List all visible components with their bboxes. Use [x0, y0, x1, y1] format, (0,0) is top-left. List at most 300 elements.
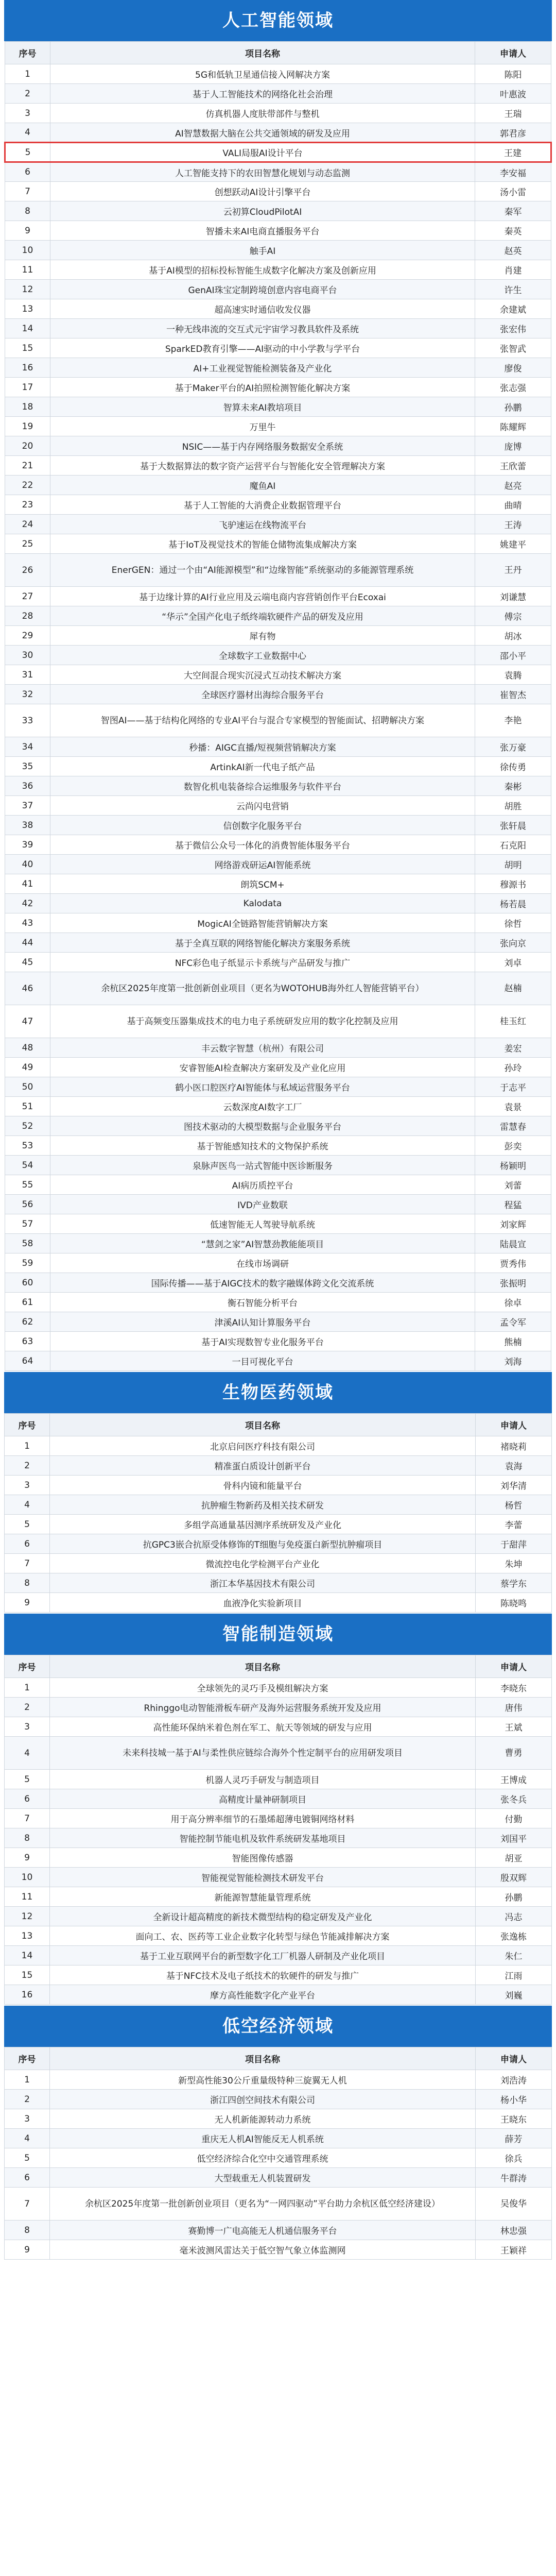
cell-no: 56 — [5, 1195, 50, 1214]
cell-applicant: 孟令军 — [475, 1312, 551, 1332]
cell-applicant: 李蕾 — [476, 1515, 552, 1534]
table-row — [5, 378, 551, 397]
section-low-altitude — [4, 2006, 552, 2260]
cell-no: 61 — [5, 1293, 50, 1312]
cell-project-name: 高性能环保纳米着色剂在军工、航天等领域的研发与应用 — [50, 1717, 476, 1737]
cell-no: 34 — [5, 737, 50, 757]
cell-no: 13 — [5, 1926, 50, 1946]
cell-project-name: AI+工业视觉智能检测装备及产业化 — [50, 358, 475, 378]
cell-project-name: 图技术驱动的大模型数据与企业服务平台 — [50, 1116, 475, 1136]
cell-project-name: 全新设计超高精度的新技术微型结构的稳定研发及产业化 — [50, 1907, 476, 1926]
table-row — [5, 397, 551, 417]
cell-applicant: 袁景 — [475, 1097, 551, 1116]
cell-no: 49 — [5, 1058, 50, 1077]
cell-applicant: 胡亚 — [476, 1848, 552, 1868]
table-row — [5, 1737, 552, 1770]
cell-applicant: 程猛 — [475, 1195, 551, 1214]
cell-no: 2 — [5, 84, 50, 104]
cell-no: 11 — [5, 260, 50, 280]
cell-no: 9 — [5, 1848, 50, 1868]
cell-project-name: 低空经济综合化空中交通管理系统 — [50, 2148, 476, 2168]
cell-no: 5 — [5, 2148, 50, 2168]
cell-no: 40 — [5, 855, 50, 874]
cell-applicant: 张宏伟 — [475, 319, 551, 338]
cell-applicant: 邵小平 — [475, 646, 551, 665]
cell-project-name: 触手AI — [50, 241, 475, 260]
table-row — [5, 757, 551, 776]
table-row — [5, 1456, 552, 1476]
cell-applicant: 汤小雷 — [475, 182, 551, 201]
cell-project-name: Rhinggo电动智能滑板车研产及海外运营服务系统开发及应用 — [50, 1698, 476, 1717]
cell-applicant: 胡冰 — [475, 626, 551, 646]
cell-applicant: 李晓东 — [476, 1678, 552, 1698]
cell-project-name: 精准蛋白质设计创新平台 — [50, 1456, 476, 1476]
cell-applicant: 薛芳 — [476, 2129, 552, 2148]
cell-project-name: 新能源智慧能量管理系统 — [50, 1887, 476, 1907]
cell-applicant: 张向京 — [475, 933, 551, 953]
cell-no: 4 — [5, 1737, 50, 1770]
cell-no: 3 — [5, 2109, 50, 2129]
table-row — [5, 1926, 552, 1946]
cell-project-name: 智能图像传感器 — [50, 1848, 476, 1868]
cell-project-name: 基于AI实现数智专业化服务平台 — [50, 1332, 475, 1351]
table-row — [5, 1476, 552, 1495]
table-row — [5, 1868, 552, 1887]
table-row — [5, 1515, 552, 1534]
cell-no: 57 — [5, 1214, 50, 1234]
cell-project-name: 创想跃动AI设计引擎平台 — [50, 182, 475, 201]
cell-applicant: 王晓东 — [476, 2109, 552, 2129]
cell-no: 42 — [5, 894, 50, 913]
cell-applicant: 刘巍 — [476, 1985, 552, 2005]
table-row — [5, 260, 551, 280]
table-row — [5, 1436, 552, 1456]
cell-project-name: AI智慧数据大脑在公共交通领域的研发及应用 — [50, 123, 475, 143]
table-row — [5, 894, 551, 913]
cell-project-name: 大空间混合现实沉浸式互动技术解决方案 — [50, 665, 475, 685]
table-row — [5, 1005, 551, 1038]
table-row — [5, 299, 551, 319]
cell-applicant: 冯志 — [476, 1907, 552, 1926]
cell-no: 43 — [5, 913, 50, 933]
cell-applicant: 刘华清 — [476, 1476, 552, 1495]
table-row — [5, 1116, 551, 1136]
cell-no: 51 — [5, 1097, 50, 1116]
cell-no: 2 — [5, 2090, 50, 2109]
table-row — [5, 1234, 551, 1253]
cell-project-name: 低速智能无人驾驶导航系统 — [50, 1214, 475, 1234]
cell-applicant: 刘家辉 — [475, 1214, 551, 1234]
cell-applicant: 贾秀伟 — [475, 1253, 551, 1273]
cell-applicant: 王建 — [475, 143, 551, 162]
cell-project-name: 大型载重无人机装置研发 — [50, 2168, 476, 2188]
cell-project-name: 赛勤博一广电高能无人机通信服务平台 — [50, 2221, 476, 2240]
cell-applicant: 袁腾 — [475, 665, 551, 685]
cell-applicant: 张逸栋 — [476, 1926, 552, 1946]
cell-applicant: 秦彬 — [475, 776, 551, 796]
cell-applicant: 庞博 — [475, 436, 551, 456]
cell-project-name: 智能控制节能电机及软件系统研发基地项目 — [50, 1828, 476, 1848]
table-row — [5, 534, 551, 554]
column-header-name: 项目名称 — [50, 1414, 476, 1436]
cell-project-name: 浙江本华基因技术有限公司 — [50, 1573, 476, 1593]
table-row — [5, 796, 551, 816]
cell-project-name: 全球医疗器材出海综合服务平台 — [50, 685, 475, 704]
table-row — [5, 835, 551, 855]
cell-project-name: 重庆无人机AI智能反无人机系统 — [50, 2129, 476, 2148]
cell-project-name: 智图AI——基于结构化网络的专业AI平台与混合专家模型的智能面试、招聘解决方案 — [50, 704, 475, 737]
column-header-applicant: 申请人 — [476, 1414, 552, 1436]
cell-applicant: 于甜萍 — [476, 1534, 552, 1554]
cell-project-name: 基于Maker平台的AI拍照检测智能化解决方案 — [50, 378, 475, 397]
cell-applicant: 郭君彦 — [475, 123, 551, 143]
cell-applicant: 姚建平 — [475, 534, 551, 554]
cell-applicant: 唐伟 — [476, 1698, 552, 1717]
table-row — [5, 972, 551, 1005]
cell-applicant: 王丹 — [475, 554, 551, 587]
cell-project-name: 新型高性能30公斤重量级特种三旋翼无人机 — [50, 2070, 476, 2090]
column-header-no: 序号 — [5, 1655, 50, 1678]
cell-applicant: 石克阳 — [475, 835, 551, 855]
cell-project-name: 5G和低轨卫星通信接入网解决方案 — [50, 64, 475, 84]
cell-project-name: 云数深度AI数字工厂 — [50, 1097, 475, 1116]
section-biomed — [4, 1372, 552, 1613]
cell-project-name: 基于NFC技术及电子纸技术的软硬件的研发与推广 — [50, 1965, 476, 1985]
cell-applicant: 秦军 — [475, 201, 551, 221]
cell-project-name: 仿真机器人度肤带部件与整机 — [50, 104, 475, 123]
column-header-no: 序号 — [5, 2047, 50, 2070]
cell-no: 27 — [5, 587, 50, 606]
cell-applicant: 张万豪 — [475, 737, 551, 757]
cell-applicant: 林忠强 — [476, 2221, 552, 2240]
project-table — [4, 41, 552, 1371]
cell-applicant: 余建斌 — [475, 299, 551, 319]
cell-no: 16 — [5, 1985, 50, 2005]
cell-project-name: 高精度计量神研制项目 — [50, 1789, 476, 1809]
table-row — [5, 665, 551, 685]
table-row — [5, 1312, 551, 1332]
cell-no: 9 — [5, 2240, 50, 2260]
cell-no: 10 — [5, 1868, 50, 1887]
column-header-applicant: 申请人 — [475, 42, 551, 64]
cell-no: 35 — [5, 757, 50, 776]
cell-project-name: 骨科内镜和能量平台 — [50, 1476, 476, 1495]
table-row — [5, 953, 551, 972]
table-row — [5, 104, 551, 123]
table-row — [5, 495, 551, 515]
table-row — [5, 587, 551, 606]
cell-no: 1 — [5, 1678, 50, 1698]
cell-no: 41 — [5, 874, 50, 894]
table-row — [5, 626, 551, 646]
section-ai — [4, 0, 552, 1371]
cell-applicant: 李安福 — [475, 162, 551, 182]
table-row — [5, 704, 551, 737]
cell-applicant: 付勤 — [476, 1809, 552, 1828]
cell-no: 20 — [5, 436, 50, 456]
table-row — [5, 933, 551, 953]
cell-applicant: 朱坤 — [476, 1554, 552, 1573]
section-title: 人工智能领域 — [4, 0, 552, 41]
cell-applicant: 崔智杰 — [475, 685, 551, 704]
cell-applicant: 曲晴 — [475, 495, 551, 515]
cell-no: 7 — [5, 1809, 50, 1828]
cell-no: 9 — [5, 1593, 50, 1613]
table-row — [5, 1985, 552, 2005]
cell-no: 60 — [5, 1273, 50, 1293]
cell-project-name: 津溪AI认知计算服务平台 — [50, 1312, 475, 1332]
cell-applicant: 袁海 — [476, 1456, 552, 1476]
cell-no: 3 — [5, 104, 50, 123]
cell-project-name: 飞驴速运在线物流平台 — [50, 515, 475, 534]
cell-applicant: 杨小华 — [476, 2090, 552, 2109]
cell-applicant: 赵亮 — [475, 476, 551, 495]
cell-no: 14 — [5, 1946, 50, 1965]
cell-no: 1 — [5, 64, 50, 84]
cell-no: 46 — [5, 972, 50, 1005]
cell-project-name: 浙江四创空间技术有限公司 — [50, 2090, 476, 2109]
cell-project-name: 数智化机电装备综合运维服务与软件平台 — [50, 776, 475, 796]
section-title: 智能制造领域 — [4, 1614, 552, 1655]
cell-no: 50 — [5, 1077, 50, 1097]
cell-applicant: 陈耀辉 — [475, 417, 551, 436]
cell-project-name: 基于高频变压器集成技术的电力电子系统研发应用的数字化控制及应用 — [50, 1005, 475, 1038]
table-row — [5, 1593, 552, 1613]
cell-no: 15 — [5, 338, 50, 358]
cell-project-name: AI病历质控平台 — [50, 1175, 475, 1195]
table-row — [5, 319, 551, 338]
cell-no: 7 — [5, 2188, 50, 2221]
cell-applicant: 胡明 — [475, 855, 551, 874]
cell-no: 62 — [5, 1312, 50, 1332]
cell-no: 14 — [5, 319, 50, 338]
table-row — [5, 417, 551, 436]
cell-no: 5 — [5, 1515, 50, 1534]
cell-project-name: 一种无线串流的交互式元宇宙学习教具软件及系统 — [50, 319, 475, 338]
cell-applicant: 刘卓 — [475, 953, 551, 972]
cell-project-name: NFC彩色电子纸显示卡系统与产品研发与推广 — [50, 953, 475, 972]
table-row — [5, 2221, 552, 2240]
table-row — [5, 64, 551, 84]
cell-no: 23 — [5, 495, 50, 515]
cell-applicant: 徐传勇 — [475, 757, 551, 776]
cell-no: 9 — [5, 221, 50, 241]
cell-applicant: 赵楠 — [475, 972, 551, 1005]
cell-no: 15 — [5, 1965, 50, 1985]
table-row — [5, 515, 551, 534]
table-row — [5, 554, 551, 587]
table-row — [5, 1965, 552, 1985]
cell-applicant: 傅宗 — [475, 606, 551, 626]
table-row — [5, 2070, 552, 2090]
cell-no: 28 — [5, 606, 50, 626]
cell-project-name: 丰云数字智慧（杭州）有限公司 — [50, 1038, 475, 1058]
cell-project-name: 血液净化实验新项目 — [50, 1593, 476, 1613]
table-row — [5, 1253, 551, 1273]
table-row — [5, 436, 551, 456]
cell-project-name: EnerGEN：通过一个由“AI能源模型”和“边缘智能”系统驱动的多能源管理系统 — [50, 554, 475, 587]
cell-applicant: 徐哲 — [475, 913, 551, 933]
column-header-no: 序号 — [5, 42, 50, 64]
cell-no: 19 — [5, 417, 50, 436]
cell-project-name: 安睿智能AI检查解决方案研发及产业化应用 — [50, 1058, 475, 1077]
cell-project-name: 在线市场调研 — [50, 1253, 475, 1273]
table-row — [5, 1907, 552, 1926]
cell-no: 10 — [5, 241, 50, 260]
table-row — [5, 1195, 551, 1214]
table-row — [5, 2090, 552, 2109]
cell-no: 17 — [5, 378, 50, 397]
table-header-row — [5, 2047, 552, 2070]
cell-applicant: 杨哲 — [476, 1495, 552, 1515]
cell-no: 29 — [5, 626, 50, 646]
cell-no: 3 — [5, 1476, 50, 1495]
cell-no: 1 — [5, 1436, 50, 1456]
project-table — [4, 2047, 552, 2260]
table-row — [5, 338, 551, 358]
cell-project-name: 基于人工智能技术的网络化社会治理 — [50, 84, 475, 104]
table-row — [5, 646, 551, 665]
table-row — [5, 1175, 551, 1195]
cell-project-name: IVD产业数联 — [50, 1195, 475, 1214]
table-row — [5, 280, 551, 299]
cell-project-name: 基于全真互联的网络智能化解决方案服务系统 — [50, 933, 475, 953]
cell-applicant: 王颖祥 — [476, 2240, 552, 2260]
cell-applicant: 于志平 — [475, 1077, 551, 1097]
cell-project-name: 信创数字化服务平台 — [50, 816, 475, 835]
cell-no: 39 — [5, 835, 50, 855]
table-header-row — [5, 1655, 552, 1678]
cell-project-name: 基于微信公众号一体化的消费智能体服务平台 — [50, 835, 475, 855]
table-row — [5, 1809, 552, 1828]
table-row — [5, 182, 551, 201]
cell-project-name: 基于AI模型的招标投标智能生成数字化解决方案及创新应用 — [50, 260, 475, 280]
cell-project-name: 微流控电化学检测平台产业化 — [50, 1554, 476, 1573]
cell-project-name: 全球领先的灵巧手及模组解决方案 — [50, 1678, 476, 1698]
cell-project-name: 用于高分辨率细节的石墨烯超薄电镀铜网络材料 — [50, 1809, 476, 1828]
cell-no: 52 — [5, 1116, 50, 1136]
cell-applicant: 桂玉红 — [475, 1005, 551, 1038]
cell-no: 44 — [5, 933, 50, 953]
table-row — [5, 1156, 551, 1175]
table-row — [5, 855, 551, 874]
table-header-row — [5, 42, 551, 64]
cell-project-name: 基于智能感知技术的文物保护系统 — [50, 1136, 475, 1156]
cell-project-name: 朗筑SCM+ — [50, 874, 475, 894]
cell-project-name: 余杭区2025年度第一批创新创业项目（更名为“一网四驱动”平台助力余杭区低空经济建设） — [50, 2188, 476, 2221]
cell-applicant: 穆源书 — [475, 874, 551, 894]
table-row — [5, 913, 551, 933]
cell-applicant: 肖建 — [475, 260, 551, 280]
cell-no: 33 — [5, 704, 50, 737]
table-row — [5, 1214, 551, 1234]
table-row — [5, 1351, 551, 1371]
cell-no: 1 — [5, 2070, 50, 2090]
cell-applicant: 张轩晨 — [475, 816, 551, 835]
table-row — [5, 1273, 551, 1293]
column-header-name: 项目名称 — [50, 2047, 476, 2070]
cell-no: 55 — [5, 1175, 50, 1195]
cell-project-name: GenAI珠宝定制跨境创意内容电商平台 — [50, 280, 475, 299]
cell-no: 8 — [5, 201, 50, 221]
cell-no: 37 — [5, 796, 50, 816]
cell-applicant: 赵英 — [475, 241, 551, 260]
cell-applicant: 刘浩涛 — [476, 2070, 552, 2090]
section-title: 低空经济领域 — [4, 2006, 552, 2047]
cell-project-name: “华示”全国产化电子纸终端软硬件产品的研发及应用 — [50, 606, 475, 626]
cell-no: 7 — [5, 1554, 50, 1573]
table-row — [5, 606, 551, 626]
cell-project-name: 网络游戏研运AI智能系统 — [50, 855, 475, 874]
cell-project-name: 抗GPC3嵌合抗原受体修饰的T细胞与免疫蛋白新型抗肿瘤项目 — [50, 1534, 476, 1554]
cell-no: 18 — [5, 397, 50, 417]
cell-project-name: 基于工业互联网平台的新型数字化工厂机器人研制及产业化项目 — [50, 1946, 476, 1965]
cell-no: 36 — [5, 776, 50, 796]
cell-project-name: ArtinkAI新一代电子纸产品 — [50, 757, 475, 776]
table-row — [5, 1789, 552, 1809]
table-row — [5, 1058, 551, 1077]
table-row — [5, 456, 551, 476]
cell-project-name: “慧剑之家”AI智慧劲教能能项目 — [50, 1234, 475, 1253]
cell-applicant: 王斌 — [476, 1717, 552, 1737]
table-row — [5, 685, 551, 704]
cell-project-name: 基于大数据算法的数字资产运营平台与智能化安全管理解决方案 — [50, 456, 475, 476]
section-manufacturing — [4, 1614, 552, 2005]
cell-project-name: NSIC——基于内存网络服务数据安全系统 — [50, 436, 475, 456]
table-row — [5, 476, 551, 495]
table-row — [5, 2168, 552, 2188]
cell-applicant: 秦英 — [475, 221, 551, 241]
cell-no: 5 — [5, 143, 50, 162]
cell-project-name: 云尚闪电营销 — [50, 796, 475, 816]
table-row — [5, 1534, 552, 1554]
cell-applicant: 彭奕 — [475, 1136, 551, 1156]
cell-applicant: 刘国平 — [476, 1828, 552, 1848]
cell-applicant: 牛群涛 — [476, 2168, 552, 2188]
cell-project-name: 云初算CloudPilotAI — [50, 201, 475, 221]
cell-project-name: 万里牛 — [50, 417, 475, 436]
cell-no: 4 — [5, 123, 50, 143]
table-row — [5, 737, 551, 757]
cell-applicant: 刘谦慧 — [475, 587, 551, 606]
column-header-applicant: 申请人 — [476, 1655, 552, 1678]
table-row — [5, 1332, 551, 1351]
cell-project-name: 未来科技城一基于AI与柔性供应链综合海外个性定制平台的应用研发项目 — [50, 1737, 476, 1770]
cell-project-name: 机器人灵巧手研发与制造项目 — [50, 1770, 476, 1789]
cell-no: 6 — [5, 162, 50, 182]
table-row — [5, 1293, 551, 1312]
table-row — [5, 84, 551, 104]
project-table — [4, 1413, 552, 1613]
table-row — [5, 1698, 552, 1717]
cell-applicant: 杨若晨 — [475, 894, 551, 913]
cell-applicant: 孙玲 — [475, 1058, 551, 1077]
cell-project-name: MogicAI全链路智能营销解决方案 — [50, 913, 475, 933]
cell-project-name: 毫米波测风雷达关于低空智气象立体监测网 — [50, 2240, 476, 2260]
cell-project-name: 衡石智能分析平台 — [50, 1293, 475, 1312]
cell-no: 54 — [5, 1156, 50, 1175]
table-row — [5, 1554, 552, 1573]
cell-no: 53 — [5, 1136, 50, 1156]
cell-project-name: 基于人工智能的大消费企业数据管理平台 — [50, 495, 475, 515]
table-row — [5, 2240, 552, 2260]
cell-project-name: 秒播：AIGC直播/短视频营销解决方案 — [50, 737, 475, 757]
cell-project-name: 全球数字工业数据中心 — [50, 646, 475, 665]
cell-applicant: 孙鹏 — [475, 397, 551, 417]
cell-no: 38 — [5, 816, 50, 835]
cell-applicant: 张智武 — [475, 338, 551, 358]
cell-applicant: 廖俊 — [475, 358, 551, 378]
